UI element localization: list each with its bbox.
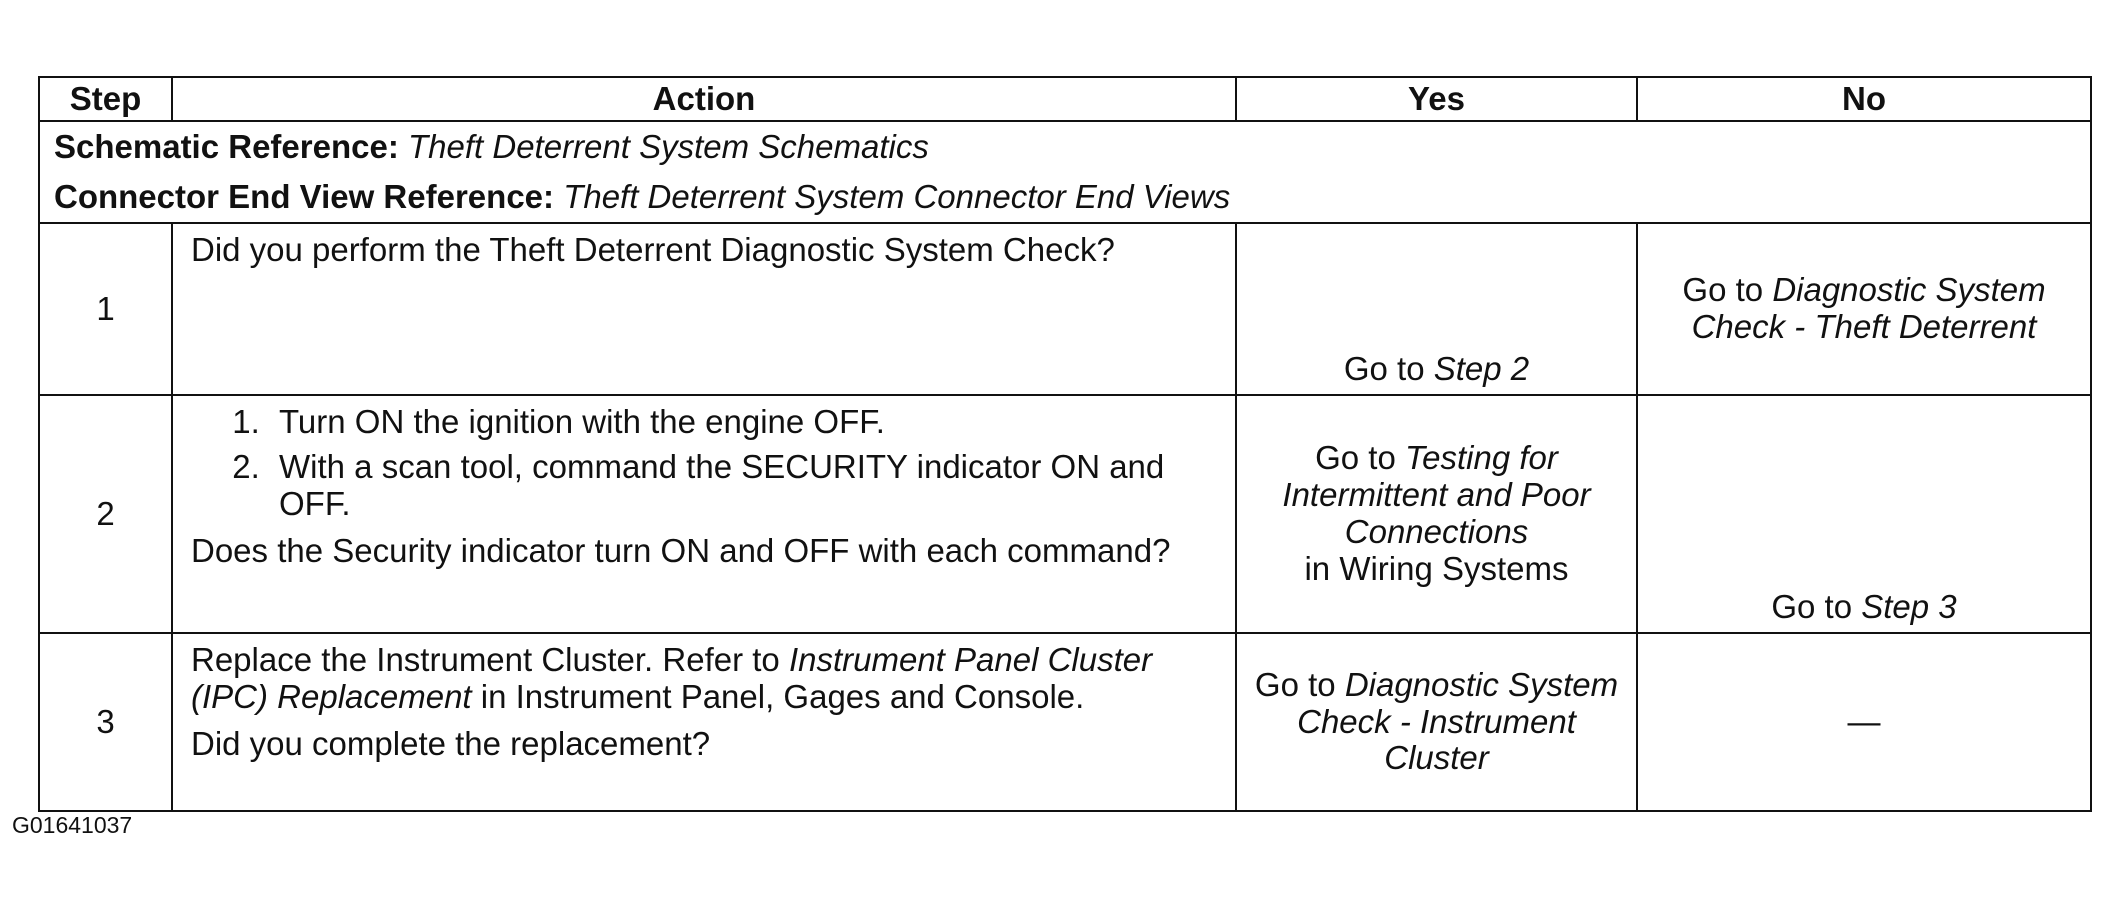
schematic-reference-label: Schematic Reference: [54,127,399,165]
yes-link[interactable]: Step 2 [1433,350,1530,388]
action-question: Does the Security indicator turn ON and OFF with each command? [191,531,1171,569]
yes-cell [1236,223,1637,395]
action-list [191,404,1217,523]
diagnostic-table [38,76,2092,812]
action-link[interactable]: Instrument Panel Cluster (IPC) Replacement [191,641,1153,715]
no-prefix: Go to [1682,271,1773,309]
action-instruction [191,642,1217,716]
no-cell [1637,395,2091,633]
yes-prefix: Go to [1343,350,1434,388]
header-row [39,77,2091,121]
yes-link[interactable]: Testing for Intermittent and Poor Connections [1282,439,1591,550]
header-action: Action [172,77,1236,121]
step-number: 3 [39,633,172,811]
schematic-reference [39,121,2091,172]
yes-prefix: Go to [1254,665,1345,703]
no-cell: — [1637,633,2091,811]
yes-suffix: in Wiring Systems [1304,549,1569,587]
table-row [39,223,2091,395]
step-number: 1 [39,223,172,395]
table-row [39,633,2091,811]
connector-reference-row [39,172,2091,223]
no-cell [1637,223,2091,395]
schematic-reference-link[interactable]: Theft Deterrent System Schematics [408,127,929,165]
header-no: No [1637,77,2091,121]
action-prefix: Replace the Instrument Cluster. Refer to [191,641,789,678]
yes-link[interactable]: Diagnostic System Check - Instrument Cluster [1297,665,1619,777]
schematic-reference-row [39,121,2091,172]
no-prefix: Go to [1771,588,1862,626]
diagnostic-table-sheet [38,76,2090,812]
action-cell [172,633,1236,811]
no-link[interactable]: Diagnostic System Check - Theft Deterrent [1691,271,2046,345]
action-cell [172,223,1236,395]
table-row [39,395,2091,633]
connector-reference [39,172,2091,223]
action-question: Did you complete the replacement? [191,724,711,762]
action-list-item: 2. With a scan tool, command the SECURITY indicator ON and OFF. [269,449,1217,523]
action-suffix: in Instrument Panel, Gages and Console. [471,677,1085,715]
no-link[interactable]: Step 3 [1861,588,1957,626]
figure-id: G01641037 [12,812,133,838]
connector-reference-link[interactable]: Theft Deterrent System Connector End Views [563,177,1231,215]
yes-cell [1236,633,1637,811]
connector-reference-label: Connector End View Reference: [54,177,555,215]
yes-cell [1236,395,1637,633]
action-list-item: 1. Turn ON the ignition with the engine OFF. [269,404,1217,441]
action-cell [172,395,1236,633]
yes-prefix: Go to [1315,439,1405,477]
header-yes: Yes [1236,77,1637,121]
step-number: 2 [39,395,172,633]
header-step: Step [39,77,172,121]
action-question: Did you perform the Theft Deterrent Diagnostic System Check? [191,231,1115,268]
